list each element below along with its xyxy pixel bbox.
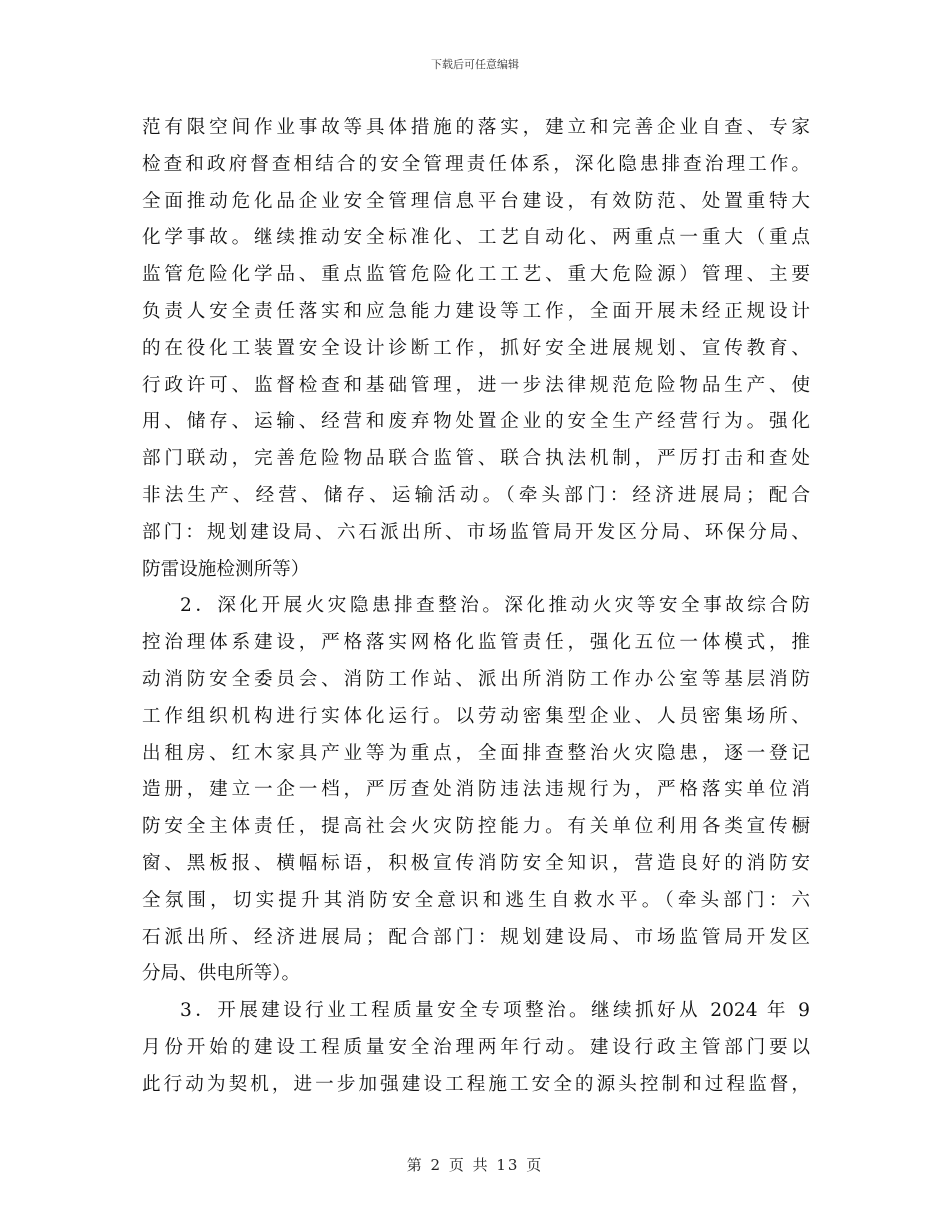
text-line: 控治理体系建设，严格落实网格化监管责任，强化五位一体模式，推 — [142, 632, 810, 654]
text-line: 化学事故。继续推动安全标准化、工艺自动化、两重点一重大（重点 — [142, 227, 810, 249]
paragraph-3 — [142, 993, 810, 1103]
text-line: 造册，建立一企一档，严厉查处消防违法违规行为，严格落实单位消 — [142, 779, 810, 801]
text-line: 3．开展建设行业工程质量安全专项整治。继续抓好从 2024 年 9 — [180, 1000, 810, 1022]
text-line: 非法生产、经营、储存、运输活动。（牵头部门：经济进展局；配合 — [142, 484, 810, 506]
document-body — [142, 110, 810, 1104]
text-line: 的在役化工装置安全设计诊断工作，抓好安全进展规划、宣传教育、 — [142, 337, 810, 359]
text-line: 工作组织机构进行实体化运行。以劳动密集型企业、人员密集场所、 — [142, 705, 810, 727]
text-line: 部门：规划建设局、六石派出所、市场监管局开发区分局、环保分局、 — [142, 521, 810, 543]
text-line: 出租房、红木家具产业等为重点，全面排查整治火灾隐患，逐一登记 — [142, 742, 810, 764]
text-line: 分局、供电所等）。 — [142, 963, 301, 985]
text-line: 窗、黑板报、横幅标语，积极宣传消防安全知识，营造良好的消防安 — [142, 852, 810, 874]
text-line: 范有限空间作业事故等具体措施的落实，建立和完善企业自查、专家 — [142, 117, 810, 138]
text-line: 检查和政府督查相结合的安全管理责任体系，深化隐患排查治理工作。 — [142, 153, 810, 175]
paragraph-1 — [142, 110, 810, 588]
text-line: 负责人安全责任落实和应急能力建设等工作，全面开展未经正规设计 — [142, 300, 810, 322]
text-line: 用、储存、运输、经营和废弃物处置企业的安全生产经营行为。强化 — [142, 411, 810, 433]
page-number-footer: 第 2 页 共 13 页 — [406, 1156, 544, 1174]
text-line: 行政许可、监督检查和基础管理，进一步法律规范危险物品生产、使 — [142, 374, 810, 396]
text-line: 2．深化开展火灾隐患排查整治。深化推动火灾等安全事故综合防 — [180, 595, 810, 617]
text-line: 全面推动危化品企业安全管理信息平台建设，有效防范、处置重特大 — [142, 190, 810, 212]
text-line: 防雷设施检测所等） — [142, 558, 310, 580]
text-line: 石派出所、经济进展局；配合部门：规划建设局、市场监管局开发区 — [142, 926, 810, 948]
text-line: 动消防安全委员会、消防工作站、派出所消防工作办公室等基层消防 — [142, 668, 810, 690]
text-line: 全氛围，切实提升其消防安全意识和逃生自救水平。（牵头部门：六 — [142, 889, 810, 911]
text-line: 月份开始的建设工程质量安全治理两年行动。建设行政主管部门要以 — [142, 1036, 810, 1058]
page-header: 下载后可任意编辑 — [431, 58, 519, 71]
text-line: 防安全主体责任，提高社会火灾防控能力。有关单位利用各类宣传橱 — [142, 816, 810, 838]
paragraph-2 — [142, 588, 810, 993]
text-line: 部门联动，完善危险物品联合监管、联合执法机制，严厉打击和查处 — [142, 448, 810, 470]
text-line: 监管危险化学品、重点监管危险化工工艺、重大危险源）管理、主要 — [142, 264, 810, 286]
text-line: 此行动为契机，进一步加强建设工程施工安全的源头控制和过程监督， — [142, 1073, 810, 1095]
